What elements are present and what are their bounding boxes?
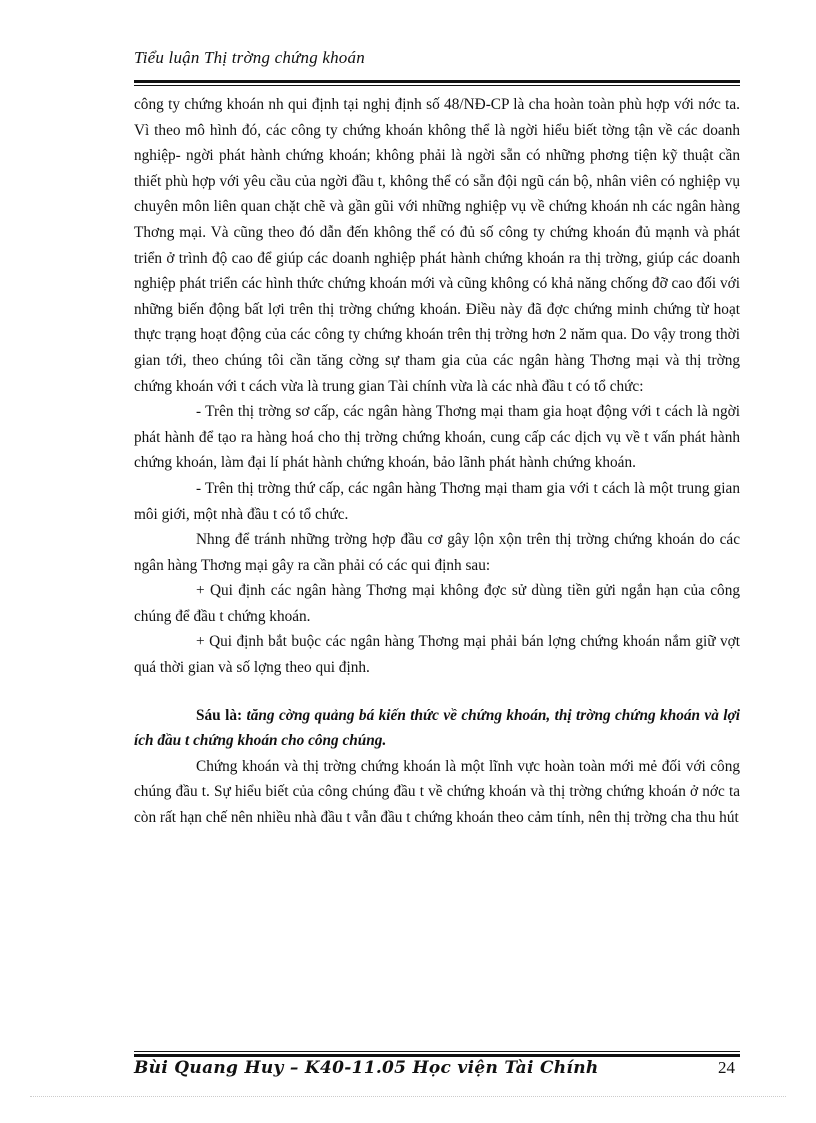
section-title: tăng cờng quảng bá kiến thức về chứng khoán, thị trờng chứng khoán và lợi ích đầu t chứng khoán cho công chúng.	[134, 706, 740, 750]
header-rule-thin	[134, 85, 740, 86]
paragraph-5: + Qui định các ngân hàng Thơng mại không đợc sử dùng tiền gửi ngắn hạn của công chúng để đầu t chứng khoán.	[134, 582, 740, 625]
paragraph-4: Nhng để tránh những trờng hợp đầu cơ gây lộn xộn trên thị trờng chứng khoán do các ngân hàng Thơng mại gây ra cần phải có các qui định sau:	[134, 531, 740, 574]
paragraph-2: - Trên thị trờng sơ cấp, các ngân hàng Thơng mại tham gia hoạt động với t cách là ngời phát hành để tạo ra hàng hoá cho thị trờng chứng khoán, cung cấp các dịch vụ về t vấn phát hành chứng khoán, làm đại lí phát hành chứng khoán, bảo lãnh phát hành chứng khoán.	[134, 403, 740, 472]
header-rule-thick	[134, 80, 740, 83]
page-number: 24	[718, 1058, 735, 1077]
footer-author: Bùi Quang Huy – K40-11.05 Học viện Tài Chính	[134, 1058, 599, 1078]
section-lead: Sáu là:	[196, 706, 247, 724]
paragraph-1: công ty chứng khoán nh qui định tại nghị định số 48/NĐ-CP là cha hoàn toàn phù hợp với nớc ta. Vì theo mô hình đó, các công ty chứng khoán không thể là ngời hiểu biết tờng tận về các doanh nghiệp- ngời phát hành chứng khoán; không phải là ngời sẵn có những phơng tiện kỹ thuật cần thiết phù hợp với yêu cầu của ngời đầu t, không thể có sẵn đội ngũ cán bộ, nhân viên có nghiệp vụ chuyên môn liên quan chặt chẽ và gần gũi với những nghiệp vụ về chứng khoán nh các ngân hàng Thơng mại. Và cũng theo đó dẫn đến không thể có đủ số công ty chứng khoán đủ mạnh và phát triển ở trình độ cao để giúp các doanh nghiệp phát hành chứng khoán ra thị trờng, giúp các doanh nghiệp phát triển các hình thức chứng khoán mới và cũng không có khả năng chống đỡ cao đối với những biến động bất lợi trên thị trờng chứng khoán. Điều này đã đợc chứng minh chứng từ hoạt thực trạng hoạt động của các công ty chứng khoán trên thị trờng hơn 2 năm qua. Do vậy trong thời gian tới, theo chúng tôi cần tăng cờng sự tham gia của các ngân hàng Thơng mại và thị trờng chứng khoán với t cách vừa là trung gian Tài chính vừa là các nhà đầu t có tổ chức:	[134, 96, 740, 395]
page-edge-dotted-line	[30, 1096, 786, 1097]
paragraph-3: - Trên thị trờng thứ cấp, các ngân hàng Thơng mại tham gia với t cách là một trung gian môi giới, một nhà đầu t có tổ chức.	[134, 479, 740, 523]
document-body	[134, 92, 740, 831]
page-header-title: Tiểu luận Thị trờng chứng khoán	[134, 48, 365, 67]
footer-rule-thin	[134, 1051, 740, 1052]
paragraph-gap	[134, 681, 740, 703]
paragraph-6: + Qui định bắt buộc các ngân hàng Thơng mại phải bán lợng chứng khoán nắm giữ vợt quá thời gian và số lợng theo qui định.	[134, 633, 740, 677]
footer-rule-thick	[134, 1054, 740, 1057]
paragraph-8: Chứng khoán và thị trờng chứng khoán là một lĩnh vực hoàn toàn mới mẻ đối với công chúng đầu t. Sự hiểu biết của công chúng đầu t về chứng khoán và thị trờng chứng khoán ở nớc ta còn rất hạn chế nên nhiều nhà đầu t vẫn đầu t chứng khoán theo cảm tính, nên thị trờng cha thu hút	[134, 757, 740, 827]
section-heading	[134, 703, 740, 754]
